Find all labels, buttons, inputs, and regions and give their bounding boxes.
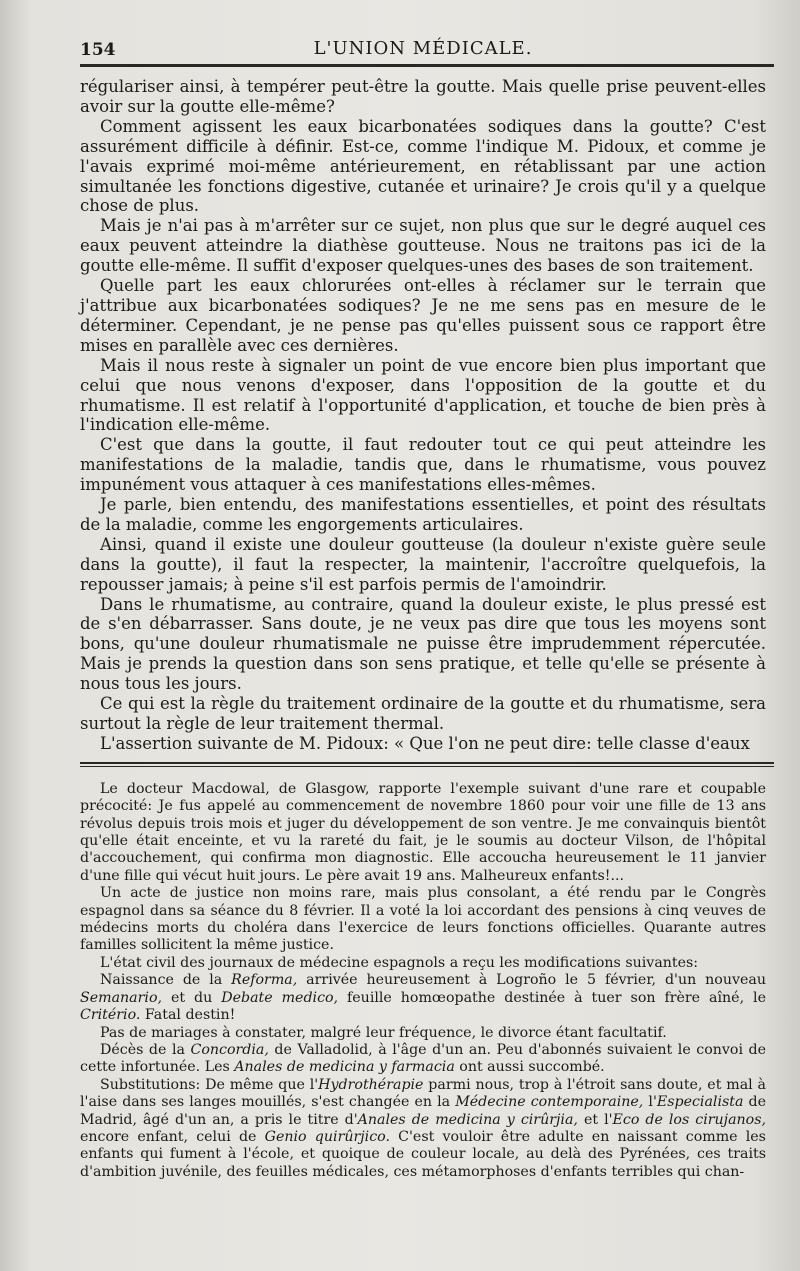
paragraph: Quelle part les eaux chlorurées ont-elles à réclamer sur le terrain que j'attribue aux bicarbonatées sodiques? Je ne me sens pas en mesure de le déterminer. Cependant, je ne pense pas qu'elles puissent sous ce rapport être mises en parallèle avec ces dernières. bbox=[80, 276, 766, 355]
main-text bbox=[80, 77, 766, 754]
note-text: arrivée heureusement à Logroño le 5 février, d'un nouveau bbox=[297, 972, 766, 989]
journal-title: Hydrothérapie bbox=[318, 1076, 424, 1093]
note-paragraph: L'état civil des journaux de médecine espagnols a reçu les modifications suivantes: bbox=[100, 954, 699, 971]
note-text: feuille homœopathe destinée à tuer son frère aîné, le bbox=[338, 989, 766, 1006]
note-paragraph bbox=[80, 1042, 766, 1077]
note-paragraph bbox=[80, 972, 766, 1024]
journal-title: Genio quirûrjico. bbox=[264, 1128, 390, 1145]
journal-title: Anales de medicina y farmacia bbox=[234, 1059, 455, 1076]
journal-title: Anales de medicina y cirûrjia, bbox=[357, 1111, 578, 1128]
note-text: Naissance de la bbox=[100, 972, 232, 989]
note-text: de Madrid, âgé d'un an, a pris le titre d' bbox=[80, 1094, 766, 1128]
note-text: Décès de la bbox=[100, 1041, 191, 1058]
note-text: et l' bbox=[577, 1111, 613, 1128]
header-rule bbox=[80, 64, 774, 67]
paragraph: L'assertion suivante de M. Pidoux: « Que l'on ne peut dire: telle classe d'eaux bbox=[100, 733, 750, 753]
journal-title: Concordia, bbox=[190, 1041, 269, 1058]
journal-title: Reforma, bbox=[231, 972, 298, 989]
note-text: de Valladolid, à l'âge d'un an. Peu d'abonnés suivaient le convoi de cette infortunée. Les bbox=[80, 1041, 766, 1076]
note-paragraph: Un acte de justice non moins rare, mais plus consolant, a été rendu par le Congrès espagnol dans sa séance du 8 février. Il a voté la loi accordant des pensions à cinq veuves de médecins morts du choléra dans l'exercice de leurs fonctions officielles. Quarante autres familles sollicitent la même justice. bbox=[80, 885, 766, 954]
paragraph: Ce qui est la règle du traitement ordinaire de la goutte et du rhumatisme, sera surtout la règle de leur traitement thermal. bbox=[80, 694, 766, 733]
note-text: C'est vouloir être adulte en naissant comme les enfants qui fument à l'école, et quoique de couleur locale, au delà des Pyrénées, ces traits d'ambition juvénile, des feuilles médicales, ces métamorphoses d'enfants terribles qui chan- bbox=[80, 1128, 766, 1180]
paragraph: Comment agissent les eaux bicarbonatées sodiques dans la goutte? C'est assurément difficile à définir. Est-ce, comme l'indique M. Pidoux, et comme je l'avais exprimé moi-même antérieurement, en rétablissant par une action simultanée les fonctions digestive, cutanée et urinaire? Je crois qu'il y a quelque chose de plus. bbox=[80, 116, 766, 216]
journal-title: Eco de los cirujanos, bbox=[612, 1111, 766, 1128]
note-paragraph: Le docteur Macdowal, de Glasgow, rapporte l'exemple suivant d'une rare et coupable précocité: Je fus appelé au commencement de novembre 1860 pour voir une fille de 13 ans révolus depuis trois mois et juger du développement de son ventre. Je me convainquis bientôt qu'elle était enceinte, et vu la rareté du fait, je le soumis au docteur Vilson, de l'hôpital d'accouchement, qui confirma mon diagnostic. Elle accoucha heureusement le 11 janvier d'une fille qui vécut huit jours. Le père avait 19 ans. Malheureux enfants!... bbox=[80, 780, 766, 884]
paragraph: Ainsi, quand il existe une douleur goutteuse (la douleur n'existe guère seule dans la goutte), il faut la respecter, la maintenir, l'accroître quelquefois, la repousser jamais; à peine s'il est parfois permis de l'amoindrir. bbox=[80, 534, 766, 594]
paragraph: Je parle, bien entendu, des manifestations essentielles, et point des résultats de la maladie, comme les engorgements articulaires. bbox=[80, 495, 766, 534]
note-text: parmi nous, trop à l'étroit sans doute, et mal à l'aise dans ses langes mouillés, s'est changée en la bbox=[80, 1076, 766, 1111]
journal-title: Critério. bbox=[80, 1007, 141, 1024]
note-text: et du bbox=[162, 989, 222, 1006]
paragraph: régulariser ainsi, à tempérer peut-être la goutte. Mais quelle prise peuvent-elles avoir sur la goutte elle-même? bbox=[80, 77, 766, 116]
news-notes bbox=[80, 781, 766, 1181]
note-text: Substitutions: De même que l' bbox=[100, 1076, 319, 1093]
journal-title: Semanario, bbox=[80, 989, 162, 1006]
note-text: ont aussi succombé. bbox=[454, 1059, 605, 1076]
note-text: encore enfant, celui de bbox=[80, 1128, 265, 1145]
paragraph: Mais je n'ai pas à m'arrêter sur ce sujet, non plus que sur le degré auquel ces eaux peuvent atteindre la diathèse goutteuse. Nous ne traitons pas ici de la goutte elle-même. Il suffit d'exposer quelques-unes des bases de son traitement. bbox=[80, 216, 766, 276]
note-text: Fatal destin! bbox=[140, 1007, 236, 1024]
note-text: l' bbox=[643, 1094, 657, 1111]
paragraph: C'est que dans la goutte, il faut redouter tout ce qui peut atteindre les manifestations de la maladie, tandis que, dans le rhumatisme, vous pouvez impunément vous attaquer à ces manifestations elles-mêmes. bbox=[80, 435, 766, 495]
page-header bbox=[80, 30, 766, 64]
page-number: 154 bbox=[80, 40, 116, 60]
note-paragraph bbox=[80, 1077, 766, 1181]
journal-title: Especialista bbox=[656, 1094, 744, 1111]
paragraph: Dans le rhumatisme, au contraire, quand la douleur existe, le plus pressé est de s'en débarrasser. Sans doute, je ne veux pas dire que tous les moyens sont bons, qu'une douleur rhumatismale ne puisse être imprudemment répercutée. Mais je prends la question dans son sens pratique, et telle qu'elle se présente à nous tous les jours. bbox=[80, 594, 766, 694]
journal-title: Debate medico, bbox=[221, 989, 339, 1006]
paragraph: Mais il nous reste à signaler un point de vue encore bien plus important que celui que nous venons d'exposer, dans l'opposition de la goutte et du rhumatisme. Il est relatif à l'opportunité d'application, et touche de bien près à l'indication elle-même. bbox=[80, 355, 766, 435]
running-title: L'UNION MÉDICALE. bbox=[313, 38, 533, 59]
journal-title: Médecine contemporaine, bbox=[455, 1094, 644, 1111]
note-paragraph: Pas de mariages à constater, malgré leur fréquence, le divorce étant facultatif. bbox=[100, 1024, 667, 1041]
section-rule bbox=[80, 762, 774, 767]
